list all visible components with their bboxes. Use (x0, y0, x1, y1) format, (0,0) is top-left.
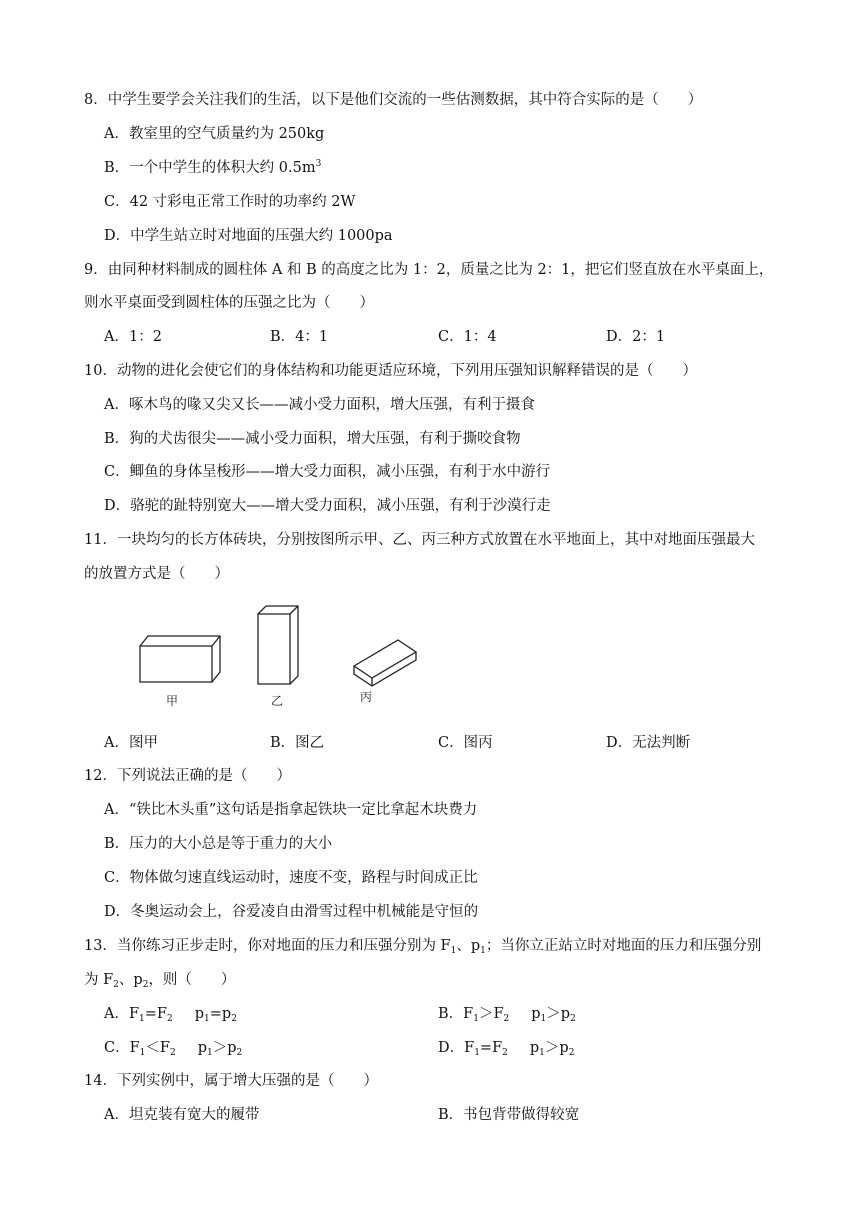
q13-sub: 2 (142, 980, 149, 990)
brick-figure (126, 598, 426, 718)
q13-b-rel1: ＞F (478, 1006, 504, 1022)
q13-c-p: p (197, 1040, 207, 1056)
q13-b-rel2: ＞p (546, 1006, 571, 1022)
q13-sub: 2 (570, 1014, 576, 1024)
q12-option-d: D．冬奥运动会上，谷爱凌自由滑雪过程中机械能是守恒的 (104, 904, 479, 920)
q13-stem-line2 (84, 970, 235, 990)
q13-sub: 2 (169, 1048, 176, 1058)
q12-option-a: A．“铁比木头重”这句话是指拿起铁块一定比拿起木块费力 (104, 802, 478, 818)
q8-option-b-sup: 3 (315, 159, 322, 169)
q14-option-b: B．书包背带做得较宽 (438, 1107, 580, 1123)
q13-sub: 1 (450, 946, 457, 956)
q8-option-c: C．42 寸彩电正常工作时的功率约 2W (104, 194, 356, 210)
q13-option-c (104, 1038, 242, 1058)
q13-c-rel1: ＜F (145, 1040, 170, 1056)
q13-a-rel2: =p (209, 1006, 232, 1022)
q9-option-b: B．4：1 (270, 329, 329, 345)
q13-sub: 2 (167, 1014, 173, 1024)
q8-option-a: A．教室里的空气质量约为 250kg (104, 126, 325, 142)
q13-d-prefix: D．F (438, 1040, 475, 1056)
q13-stem1-b: 、p (456, 938, 481, 954)
q13-sub: 1 (474, 1048, 480, 1058)
q12-option-b: B．压力的大小总是等于重力的大小 (104, 836, 333, 852)
q9-stem-line2: 则水平桌面受到圆柱体的压强之比为（ ） (84, 295, 374, 311)
q13-stem2-b: 、p (118, 972, 143, 988)
q8-option-d: D．中学生站立时对地面的压强大约 1000pa (104, 228, 393, 244)
q8-option-b-text: B．一个中学生的体积大约 0.5m (104, 160, 316, 176)
q10-option-d: D．骆驼的趾特别宽大——增大受力面积，减小压强，有利于沙漠行走 (104, 498, 551, 514)
q12-option-c: C．物体做匀速直线运动时，速度不变，路程与时间成正比 (104, 870, 478, 886)
q10-option-b: B．狗的犬齿很尖——减小受力面积，增大压强，有利于撕咬食物 (104, 431, 521, 447)
q13-c-prefix: C．F (104, 1040, 140, 1056)
q10-stem: 10．动物的进化会使它们的身体结构和功能更适应环境，下列用压强知识解释错误的是（ ） (84, 363, 697, 379)
q13-sub: 1 (540, 1014, 547, 1024)
q13-sub: 2 (236, 1048, 243, 1058)
q13-stem2-c: ，则（ ） (148, 972, 236, 988)
q13-b-p: p (531, 1006, 541, 1022)
label-jia: 甲 (166, 694, 179, 708)
q10-option-a: A．啄木鸟的喙又尖又长——减小受力面积，增大压强，有利于摄食 (104, 397, 535, 413)
q13-c-rel2: ＞p (212, 1040, 237, 1056)
q13-d-rel2: ＞p (544, 1040, 569, 1056)
q12-stem: 12．下列说法正确的是（ ） (84, 768, 291, 784)
q8-option-b (104, 158, 321, 178)
q13-sub: 1 (204, 1014, 210, 1024)
q13-stem1-c: ；当你立正站立时对地面的压力和压强分别 (485, 938, 762, 954)
q13-option-d (438, 1038, 574, 1058)
q13-sub: 1 (206, 1048, 213, 1058)
label-bing: 丙 (360, 690, 373, 704)
q11-stem-line2: 的放置方式是（ ） (84, 566, 229, 582)
q13-sub: 1 (139, 1048, 146, 1058)
q13-sub: 2 (231, 1014, 237, 1024)
q13-a-rel1: =F (144, 1006, 167, 1022)
q11-option-c: C．图丙 (438, 735, 493, 751)
brick-yi (258, 606, 298, 684)
q9-stem-line1: 9．由同种材料制成的圆柱体 A 和 B 的高度之比为 1：2，质量之比为 2：1，把它们竖直放在水平桌面上， (84, 262, 774, 278)
q13-a-p: p (194, 1006, 205, 1022)
q13-sub: 2 (502, 1048, 508, 1058)
q11-option-d: D．无法判断 (606, 735, 691, 751)
q14-option-a: A．坦克装有宽大的履带 (104, 1107, 260, 1123)
q13-b-prefix: B．F (438, 1006, 474, 1022)
q13-stem-line1 (84, 936, 761, 956)
q11-option-a: A．图甲 (104, 735, 158, 751)
q13-sub: 1 (480, 946, 486, 956)
q13-d-p: p (529, 1040, 540, 1056)
q11-option-b: B．图乙 (270, 735, 325, 751)
label-yi: 乙 (271, 694, 284, 708)
q8-stem: 8．中学生要学会关注我们的生活，以下是他们交流的一些估测数据，其中符合实际的是（ ） (84, 92, 703, 108)
q13-sub: 2 (113, 980, 119, 990)
q13-sub: 2 (568, 1048, 575, 1058)
q13-sub: 1 (473, 1014, 479, 1024)
q10-option-c: C．鲫鱼的身体呈梭形——增大受力面积，减小压强，有利于水中游行 (104, 464, 551, 480)
q9-option-c: C．1：4 (438, 329, 497, 345)
q13-d-rel1: =F (479, 1040, 503, 1056)
q13-stem2-a: 为 F (84, 972, 114, 988)
q11-stem-line1: 11．一块均匀的长方体砖块，分别按图所示甲、乙、丙三种方式放置在水平地面上，其中对地面压强最大 (84, 532, 755, 548)
q13-option-a (104, 1004, 237, 1024)
q13-a-prefix: A．F (104, 1006, 140, 1022)
q13-sub: 2 (503, 1014, 510, 1024)
q13-sub: 1 (539, 1048, 545, 1058)
q9-option-a: A．1：2 (104, 329, 162, 345)
q13-stem1-a: 13．当你练习正步走时，你对地面的压力和压强分别为 F (84, 938, 451, 954)
q13-option-b (438, 1004, 576, 1024)
q13-sub: 1 (139, 1014, 145, 1024)
brick-jia (140, 636, 220, 682)
q14-stem: 14．下列实例中，属于增大压强的是（ ） (84, 1073, 378, 1089)
q9-option-d: D．2：1 (606, 329, 666, 345)
brick-bing (354, 640, 416, 686)
